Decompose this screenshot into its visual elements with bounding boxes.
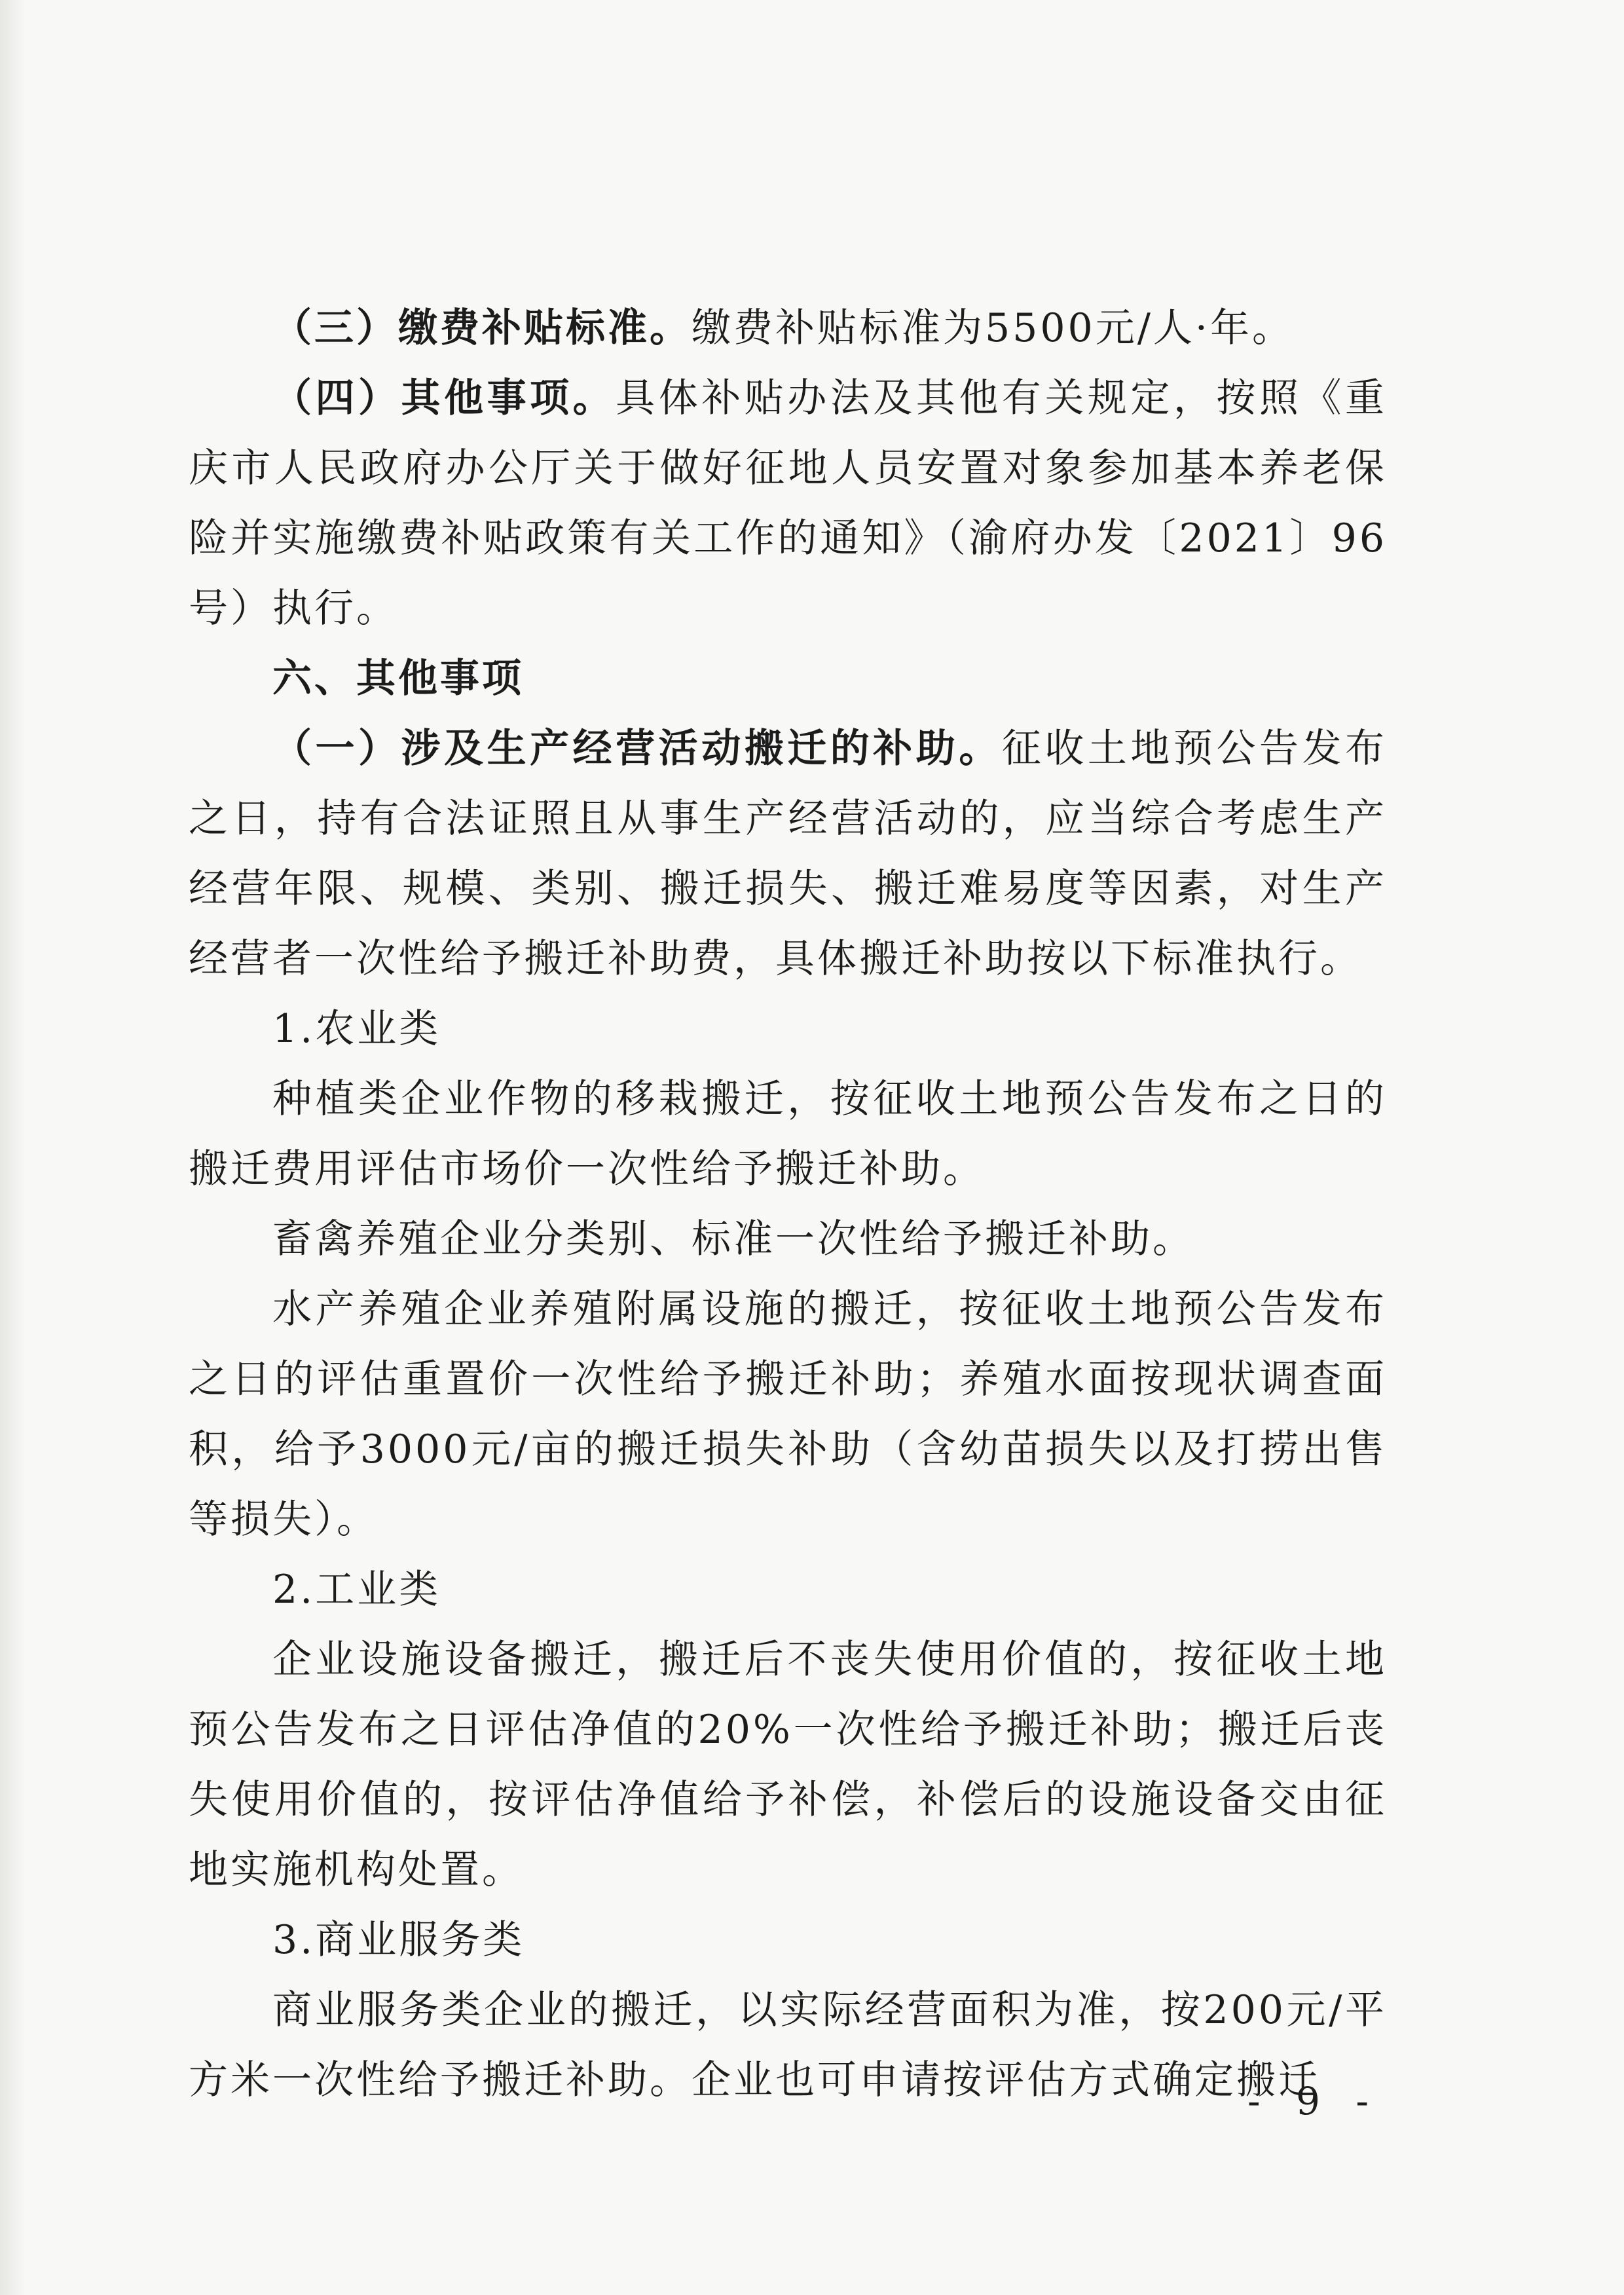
paragraph-lead: （四）其他事项。 [272,375,616,421]
paragraph-text: 缴费补贴标准为5500元/人·年。 [692,305,1294,351]
subheading-agriculture: 1.农业类 [272,1006,441,1052]
paragraph-relocation-subsidy [189,714,1387,994]
paragraph-other-matters [189,364,1387,644]
paragraph-lead: （一）涉及生产经营活动搬迁的补助。 [272,726,1002,772]
paragraph-text: 具体补贴办法及其他有关规定，按照《重庆市人民政府办公厅关于做好征地人员安置对象参加基本养老保险并实施缴费补贴政策有关工作的通知》（渝府办发〔2021〕96号）执行。 [189,375,1388,631]
paragraph-commercial: 商业服务类企业的搬迁，以实际经营面积为准，按200元/平方米一次性给予搬迁补助。企业也可申请按评估方式确定搬迁 [189,1987,1387,2103]
paragraph-aquaculture: 水产养殖企业养殖附属设施的搬迁，按征收土地预公告发布之日的评估重置价一次性给予搬迁补助；养殖水面按现状调查面积，给予3000元/亩的搬迁损失补助（含幼苗损失以及打捞出售等损失）。 [189,1286,1387,1542]
section-heading: 六、其他事项 [272,656,524,701]
subheading-industry: 2.工业类 [272,1567,441,1613]
paragraph-industry-equipment: 企业设施设备搬迁，搬迁后不丧失使用价值的，按征收土地预公告发布之日评估净值的20%一次性给予搬迁补助；搬迁后丧失使用价值的，按评估净值给予补偿，补偿后的设施设备交由征地实施机构处置。 [189,1637,1387,1893]
paragraph-planting: 种植类企业作物的移栽搬迁，按征收土地预公告发布之日的搬迁费用评估市场价一次性给予搬迁补助。 [189,1076,1387,1192]
paragraph-livestock: 畜禽养殖企业分类别、标准一次性给予搬迁补助。 [272,1216,1194,1262]
document-body [189,293,1387,2116]
scan-edge-shadow [0,0,26,2295]
paragraph-subsidy-standard [189,293,1387,364]
subheading-commercial: 3.商业服务类 [272,1917,525,1963]
paragraph-lead: （三）缴费补贴标准。 [272,305,692,351]
paragraph-text: 征收土地预公告发布之日，持有合法证照且从事生产经营活动的，应当综合考虑生产经营年限、规模、类别、搬迁损失、搬迁难易度等因素，对生产经营者一次性给予搬迁补助费，具体搬迁补助按以下标准执行。 [189,726,1388,982]
page-number: - 9 - [1247,2079,1380,2123]
